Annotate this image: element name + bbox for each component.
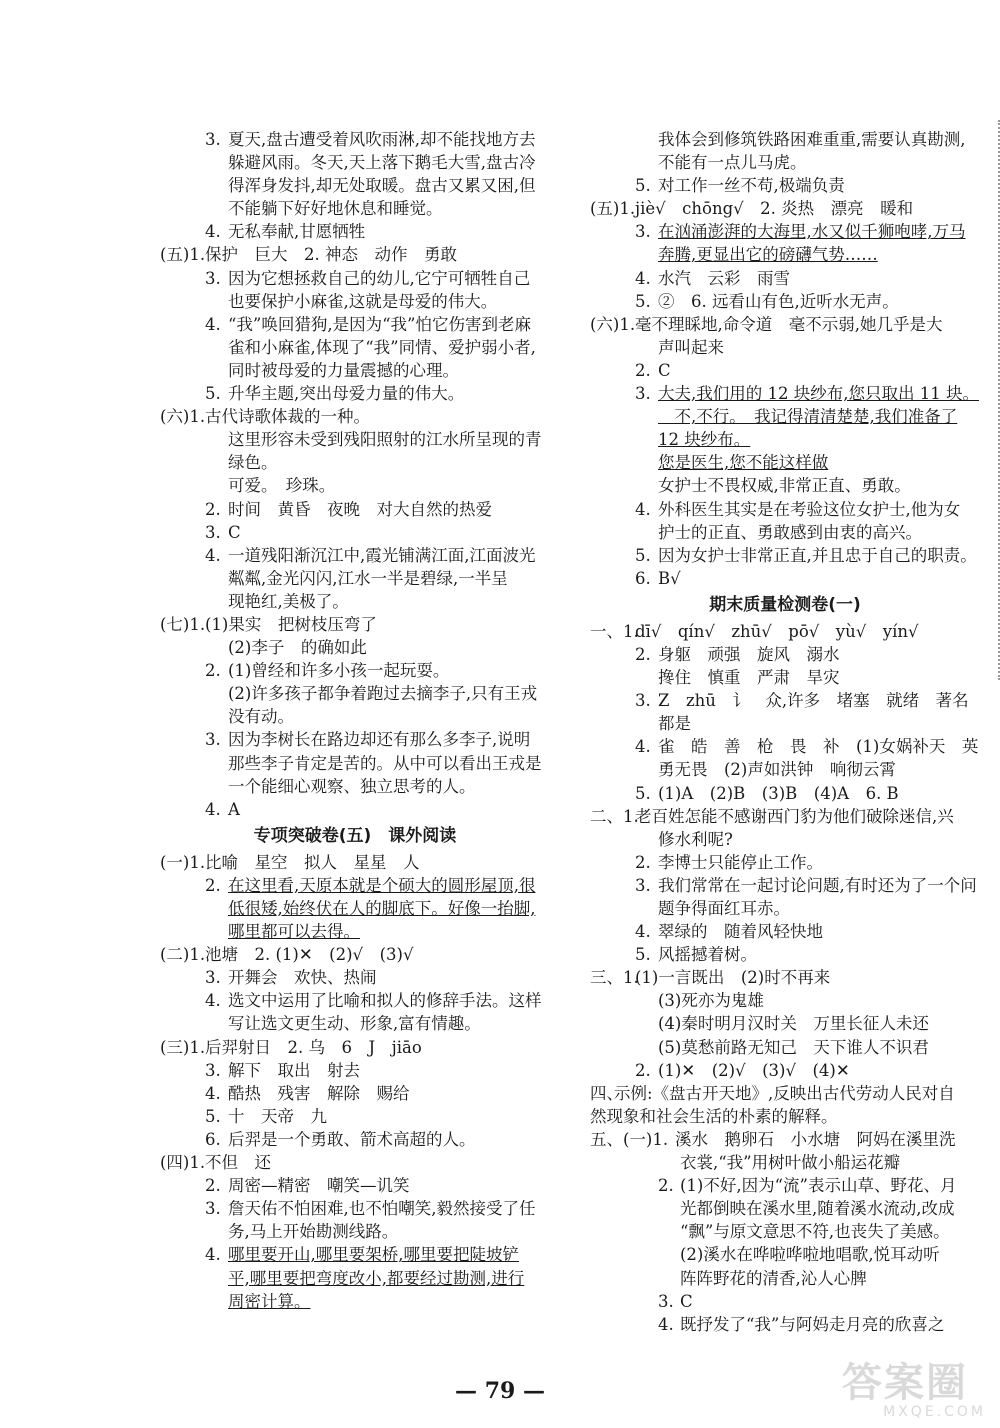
answer-text: 詹天佑不怕困难,也不怕嘲笑,毅然接受了任 [228, 1199, 536, 1219]
answer-text: 我们常常在一起讨论问题,有时还为了一个问 [658, 875, 977, 895]
answer-text: 现艳红,美极了。 [228, 591, 349, 611]
answer-text: 也要保护小麻雀,这就是母爱的伟大。 [228, 291, 498, 311]
answer-text: jiè√ chōng√ 2. 炎热 漂亮 暖和 [635, 199, 914, 219]
right-column [590, 128, 980, 1336]
answer-label: 3. [205, 968, 221, 988]
answer-label: 3. [635, 222, 651, 242]
answer-text: 修水利呢? [658, 829, 733, 849]
answer-line [590, 897, 980, 920]
answer-text: 既抒发了“我”与阿妈走月亮的欣喜之 [680, 1314, 945, 1334]
answer-line [590, 874, 980, 897]
answer-line [590, 1197, 980, 1220]
answer-line [590, 197, 980, 220]
section-heading: 期末质量检测卷(一) [709, 594, 861, 615]
answer-text: 一个能细心观察、独立思考的人。 [228, 776, 476, 796]
answer-label: 五、(一)1. [590, 1129, 669, 1149]
answer-label: (三)1. [160, 1037, 206, 1057]
answer-text: 光都倒映在溪水里,随着溪水流动,改成 [680, 1199, 955, 1219]
answer-line [590, 1128, 980, 1151]
answer-text: 解下 取出 射去 [228, 1060, 360, 1080]
answer-line [160, 313, 550, 336]
answer-text: (3)死亦为鬼雄 [658, 991, 764, 1011]
section-heading: 专项突破卷(五) 课外阅读 [253, 825, 457, 846]
answer-line [590, 313, 980, 336]
answer-text: (2)溪水在哗啦哗啦地唱歌,悦耳动听 [680, 1245, 940, 1265]
answer-text: 李博士只能停止工作。 [658, 852, 823, 872]
answer-line [160, 405, 550, 428]
answer-text: B√ [658, 568, 681, 588]
answer-label: 5. [635, 783, 651, 803]
answer-line [160, 243, 550, 266]
answer-line [590, 382, 980, 405]
watermark-logo [842, 1362, 992, 1422]
answer-text: 粼粼,金光闪闪,江水一半是碧绿,一半呈 [228, 568, 508, 588]
answer-line [590, 151, 980, 174]
answer-line [160, 1220, 550, 1243]
answer-line [590, 689, 980, 712]
answer-line [160, 451, 550, 474]
answer-label: 3. [205, 1199, 221, 1219]
answer-text: (1)✕ (2)√ (3)√ (4)✕ [658, 1060, 850, 1080]
answer-text: dī√ qín√ zhū√ pō√ yù√ yín√ [635, 621, 919, 641]
answer-text: 写让选文更生动、形象,富有情趣。 [228, 1014, 481, 1034]
answer-line [590, 920, 980, 943]
answer-line [160, 336, 550, 359]
answer-line [590, 1220, 980, 1243]
answer-line [160, 682, 550, 705]
answer-text: 风摇撼着树。 [658, 945, 757, 965]
answer-line [160, 290, 550, 313]
answer-line [160, 1197, 550, 1220]
answer-label: 3. [658, 1291, 674, 1311]
answer-line [160, 1105, 550, 1128]
answer-label: 4. [205, 222, 221, 242]
answer-text: (2)李子 的确如此 [228, 638, 367, 658]
watermark-title: 答案圈 [842, 1360, 968, 1406]
answer-label: 2. [205, 499, 221, 519]
answer-line [160, 174, 550, 197]
answer-line [590, 620, 980, 643]
answer-line [590, 428, 980, 451]
answer-line [590, 567, 980, 590]
answer-label: 4. [635, 737, 651, 757]
answer-text: 可爱。 珍珠。 [228, 476, 336, 496]
answer-line [590, 498, 980, 521]
answer-line [160, 267, 550, 290]
answer-label: 2. [635, 852, 651, 872]
answer-line [590, 1174, 980, 1197]
answer-label: 5. [205, 1106, 221, 1126]
answer-line [160, 1036, 550, 1059]
answer-line [590, 290, 980, 313]
answer-label: 6. [635, 568, 651, 588]
answer-text: 老百姓怎能不感谢西门豹为他们破除迷信,兴 [635, 806, 954, 826]
answer-text: 阵阵野花的清香,沁人心脾 [680, 1268, 867, 1288]
answer-text: 不但 还 [205, 1153, 271, 1173]
page-number: — 79 — [455, 1378, 545, 1404]
answer-text: 然现象和社会生活的朴素的解释。 [590, 1106, 838, 1126]
answer-line [160, 636, 550, 659]
answer-line [590, 544, 980, 567]
answer-text: 衣裳,“我”用树叶做小船运花瓣 [680, 1153, 901, 1173]
answer-line [590, 405, 980, 428]
answer-line [590, 1313, 980, 1336]
answer-line [590, 666, 980, 689]
answer-text: 女护士不畏权威,非常正直、勇敢。 [658, 476, 911, 496]
page-edge-marks [992, 120, 1000, 680]
answer-text: (4)秦时明月汉时关 万里长征人未还 [658, 1014, 929, 1034]
answer-label: 4. [635, 268, 651, 288]
answer-line [590, 174, 980, 197]
answer-label: 一、1. [590, 621, 639, 641]
answer-line [590, 758, 980, 781]
answer-line [590, 1012, 980, 1035]
answer-label: 4. [658, 1314, 674, 1334]
answer-text: 务,马上开始勘测线路。 [228, 1222, 399, 1242]
answer-text: 身躯 顽强 旋风 溺水 [658, 644, 840, 664]
answer-line [160, 428, 550, 451]
answer-text: 一道残阳渐沉江中,霞光铺满江面,江面波光 [228, 545, 536, 565]
answer-text: 保护 巨大 2. 神态 动作 勇敢 [205, 245, 457, 265]
answer-label: 4. [635, 499, 651, 519]
answer-text: 雀 皓 善 枪 畏 补 (1)女娲补天 英 [658, 737, 979, 757]
answer-text: (1)曾经和许多小孩一起玩耍。 [228, 661, 450, 681]
answer-line [160, 1243, 550, 1266]
answer-text: 奔腾,更显出它的磅礴气势…… [658, 245, 878, 265]
answer-label: 2. [635, 360, 651, 380]
answer-line [590, 966, 980, 989]
answer-line [590, 1151, 980, 1174]
answer-text: 声叫起来 [658, 337, 724, 357]
answer-label: 3. [635, 875, 651, 895]
answer-label: 2. [658, 1176, 674, 1196]
answer-text: 因为女护士非常正直,并且忠于自己的职责。 [658, 545, 977, 565]
answer-line [160, 197, 550, 220]
answer-line [160, 1128, 550, 1151]
answer-line [160, 775, 550, 798]
answer-text: C [658, 360, 671, 380]
answer-text: 同时被母爱的力量震撼的心理。 [228, 360, 459, 380]
answer-text: 无私奉献,甘愿牺牲 [228, 222, 366, 242]
answer-text: 时间 黄昏 夜晚 对大自然的热爱 [228, 499, 492, 519]
answer-line [590, 336, 980, 359]
answer-line [160, 1267, 550, 1290]
answer-text: A [228, 799, 240, 819]
answer-label: 4. [205, 314, 221, 334]
answer-text: 躲避风雨。冬天,天上落下鹅毛大雪,盘古冷 [228, 153, 536, 173]
answer-line [160, 943, 550, 966]
answer-label: 5. [635, 176, 651, 196]
answer-line [160, 752, 550, 775]
answer-text: 得浑身发抖,却无处取暖。盘古又累又困,但 [228, 176, 536, 196]
answer-label: 2. [635, 1060, 651, 1080]
answer-line [160, 1174, 550, 1197]
answer-line [590, 128, 980, 151]
answer-line [160, 705, 550, 728]
answer-label: 4. [205, 545, 221, 565]
answer-label: (一)1. [160, 852, 206, 872]
answer-line [160, 659, 550, 682]
answer-text: 勇无畏 (2)声如洪钟 响彻云霄 [658, 760, 896, 780]
answer-line [160, 498, 550, 521]
answer-text: 您是医生,您不能这样做 [658, 453, 829, 473]
answer-line [160, 590, 550, 613]
answer-text: 不能有一点儿马虎。 [658, 153, 807, 173]
answer-text: (1)一言既出 (2)时不再来 [635, 968, 831, 988]
answer-text: 后羿射日 2. 乌 6 J jiāo [205, 1037, 422, 1057]
answer-line [160, 1059, 550, 1082]
answer-line [160, 521, 550, 544]
answer-text: 在这里看,天原本就是个硕大的圆形屋顶,很 [228, 875, 536, 895]
answer-line [160, 128, 550, 151]
answer-label: 4. [205, 991, 221, 1011]
answer-label: 5. [635, 945, 651, 965]
answer-line [590, 521, 980, 544]
answer-label: 3. [635, 384, 651, 404]
answer-label: 四、 [590, 1083, 623, 1103]
answer-line [590, 1290, 980, 1313]
answer-label: 2. [205, 875, 221, 895]
answer-text: 酷热 残害 解除 赐给 [228, 1083, 410, 1103]
watermark-url: MXQE.COM [883, 1404, 986, 1420]
answer-line [590, 805, 980, 828]
answer-label: 3. [205, 1060, 221, 1080]
answer-line [160, 966, 550, 989]
answer-text: Z zhū 讠 众,许多 堵塞 就绪 著名 [658, 691, 969, 711]
answer-line [590, 712, 980, 735]
answer-label: (七)1. [160, 614, 206, 634]
answer-label: (二)1. [160, 945, 206, 965]
answer-line [590, 1082, 980, 1105]
answer-text: 不能躺下好好地休息和睡觉。 [228, 199, 443, 219]
answer-text: 毫不理睬地,命令道 毫不示弱,她几乎是大 [635, 314, 943, 334]
answer-text: 溪水 鹅卵石 小水塘 阿妈在溪里洗 [675, 1129, 956, 1149]
answer-label: 5. [635, 291, 651, 311]
answer-text: 开舞会 欢快、热闹 [228, 968, 377, 988]
answer-label: 2. [635, 644, 651, 664]
answer-line [590, 474, 980, 497]
answer-label: 4. [205, 1083, 221, 1103]
answer-line [160, 1290, 550, 1313]
answer-label: 5. [635, 545, 651, 565]
answer-line [160, 920, 550, 943]
answer-text: 低很矮,始终伏在人的脚底下。好像一抬脚, [228, 899, 536, 918]
answer-label: 4. [205, 1245, 221, 1265]
answer-line [590, 220, 980, 243]
answer-line [590, 243, 980, 266]
answer-label: 4. [205, 799, 221, 819]
answer-label: 2. [205, 661, 221, 681]
answer-text: 哪里要开山,哪里要架桥,哪里要把陡坡铲 [228, 1245, 519, 1265]
answer-label: (六)1. [160, 407, 206, 427]
answer-text: 平,哪里要把弯度改小,都要经过勘测,进行 [228, 1268, 525, 1288]
answer-text: 12 块纱布。 [658, 430, 751, 450]
answer-text: 题争得面红耳赤。 [658, 899, 790, 918]
answer-label: 3. [205, 130, 221, 149]
answer-label: 3. [205, 730, 221, 750]
answer-text: 周密计算。 [228, 1291, 311, 1311]
answer-text: 外科医生其实是在考验这位女护士,他为女 [658, 499, 961, 519]
answer-text: (2)许多孩子都争着跑过去摘李子,只有王戎 [228, 684, 538, 704]
answer-line [590, 851, 980, 874]
answer-text: 古代诗歌体裁的一种。 [205, 407, 370, 427]
answer-line [590, 828, 980, 851]
answer-text: (1)不好,因为“流”表示山草、野花、月 [680, 1176, 957, 1196]
answer-label: 二、1. [590, 806, 639, 826]
answer-line [160, 220, 550, 243]
answer-text: 夏天,盘古遭受着风吹雨淋,却不能找地方去 [228, 130, 536, 149]
answer-text: 搀住 慎重 严肃 旱灾 [658, 668, 840, 688]
answer-line [590, 735, 980, 758]
answer-label: (四)1. [160, 1153, 206, 1173]
answer-line [590, 267, 980, 290]
answer-text: 池塘 2. (1)✕ (2)√ (3)√ [205, 945, 414, 965]
answer-line [160, 474, 550, 497]
answer-text: 对工作一丝不苟,极端负责 [658, 176, 845, 196]
answer-text: 不,不行。 我记得清清楚楚,我们准备了 [658, 407, 958, 427]
answer-line [160, 544, 550, 567]
answer-text: C [680, 1291, 693, 1311]
answer-text: 选文中运用了比喻和拟人的修辞手法。这样 [228, 991, 542, 1011]
answer-label: (五)1. [590, 199, 636, 219]
answer-label: 3. [205, 522, 221, 542]
answer-line [160, 613, 550, 636]
answer-line [160, 989, 550, 1012]
answer-text: 周密—精密 嘲笑—讥笑 [228, 1176, 410, 1196]
answer-text: 后羿是一个勇敢、箭术高超的人。 [228, 1129, 476, 1149]
answer-line [590, 1105, 980, 1128]
answer-text: 我体会到修筑铁路困难重重,需要认真勘测, [658, 130, 966, 149]
answer-text: 比喻 星空 拟人 星星 人 [205, 852, 420, 872]
answer-line [160, 874, 550, 897]
answer-line [160, 567, 550, 590]
answer-line [590, 1059, 980, 1082]
answer-text: (1)A (2)B (3)B (4)A 6. B [658, 783, 899, 803]
answer-line [160, 1012, 550, 1035]
answer-label: 3. [635, 691, 651, 711]
answer-text: 都是 [658, 714, 691, 734]
answer-text: 因为李树长在路边却还有那么多李子,说明 [228, 730, 531, 750]
answer-text: 翠绿的 随着风轻快地 [658, 922, 823, 942]
answer-line [160, 151, 550, 174]
answer-label: (五)1. [160, 245, 206, 265]
answer-line [590, 451, 980, 474]
answer-text: 水汽 云彩 雨雪 [658, 268, 790, 288]
answer-text: “我”唤回猎狗,是因为“我”怕它伤害到老麻 [228, 314, 531, 334]
left-column [160, 128, 550, 1313]
answer-label: 2. [205, 1176, 221, 1196]
answer-line [160, 359, 550, 382]
answer-text: 哪里都可以去得。 [228, 922, 360, 942]
answer-label: 4. [635, 922, 651, 942]
answer-label: 6. [205, 1129, 221, 1149]
answer-text: 那些李子肯定是苦的。从中可以看出王戎是 [228, 753, 542, 773]
answer-text: 没有动。 [228, 707, 294, 727]
answer-line [590, 782, 980, 805]
answer-text: 雀和小麻雀,体现了“我”同情、爱护弱小者, [228, 337, 536, 357]
answer-label: 5. [205, 384, 221, 404]
answer-text: 升华主题,突出母爱力量的伟大。 [228, 384, 465, 404]
answer-line [590, 1243, 980, 1266]
answer-label: 三、1. [590, 968, 639, 988]
answer-text: 护士的正直、勇敢感到由衷的高兴。 [658, 522, 922, 542]
answer-text: 大夫,我们用的 12 块纱布,您只取出 11 块。 [658, 384, 979, 404]
answer-line [590, 359, 980, 382]
answer-text: 示例:《盘古开天地》,反映出古代劳动人民对自 [614, 1083, 955, 1103]
answer-line [590, 643, 980, 666]
answer-text: 在汹涌澎湃的大海里,水又似千狮咆哮,万马 [658, 222, 966, 242]
answer-text: “飘”与原文意思不符,也丧失了美感。 [680, 1222, 950, 1242]
answer-text: 这里形容未受到残阳照射的江水所呈现的青 [228, 430, 542, 450]
answer-line [160, 851, 550, 874]
answer-text: 十 天帝 九 [228, 1106, 327, 1126]
answer-text: C [228, 522, 241, 542]
answer-line [590, 989, 980, 1012]
answer-line [160, 1082, 550, 1105]
answer-line [160, 382, 550, 405]
answer-text: (5)莫愁前路无知己 天下谁人不识君 [658, 1037, 929, 1057]
answer-label: (六)1. [590, 314, 636, 334]
answer-line [160, 897, 550, 920]
answer-line [160, 728, 550, 751]
answer-line [160, 1151, 550, 1174]
answer-text: 因为它想拯救自己的幼儿,它宁可牺牲自己 [228, 268, 531, 288]
answer-label: 3. [205, 268, 221, 288]
answer-line [160, 798, 550, 821]
answer-text: 绿色。 [228, 453, 278, 473]
answer-line [590, 1036, 980, 1059]
answer-line [590, 943, 980, 966]
answer-line [590, 1267, 980, 1290]
answer-text: (1)果实 把树枝压弯了 [205, 614, 377, 634]
answer-text: ② 6. 远看山有色,近听水无声。 [658, 291, 899, 311]
